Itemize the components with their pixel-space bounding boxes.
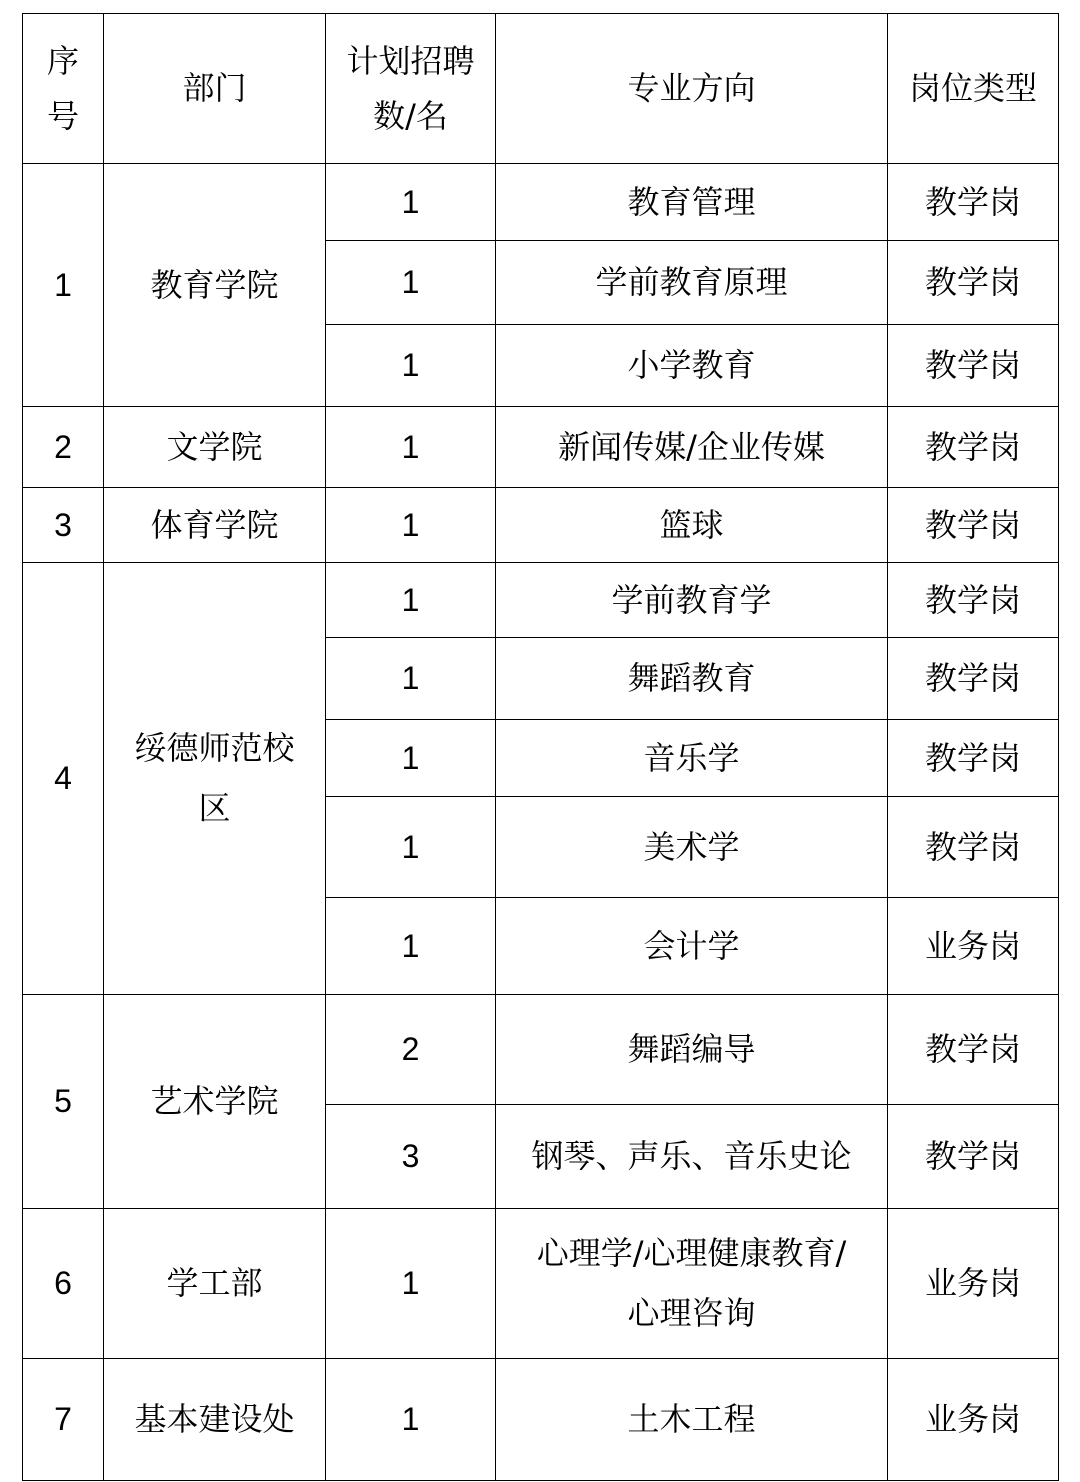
count-cell: 1 <box>326 720 496 797</box>
count-cell: 1 <box>326 325 496 407</box>
seq-cell: 5 <box>23 995 104 1209</box>
count-cell: 1 <box>326 563 496 638</box>
major-cell-text: 心理学/心理健康教育/心理咨询 <box>536 1234 847 1332</box>
type-cell: 业务岗 <box>888 1359 1059 1481</box>
type-cell: 教学岗 <box>888 720 1059 797</box>
type-cell: 教学岗 <box>888 638 1059 720</box>
header-row <box>23 14 1059 164</box>
type-cell: 教学岗 <box>888 797 1059 898</box>
table-row <box>23 1359 1059 1481</box>
table-row <box>23 488 1059 563</box>
recruitment-table <box>22 13 1059 1481</box>
header-major: 专业方向 <box>496 14 888 164</box>
major-cell: 新闻传媒/企业传媒 <box>496 407 888 488</box>
major-cell <box>496 1209 888 1359</box>
major-cell: 教育管理 <box>496 164 888 241</box>
type-cell: 教学岗 <box>888 164 1059 241</box>
major-cell: 会计学 <box>496 898 888 995</box>
table-row <box>23 563 1059 638</box>
major-cell: 舞蹈编导 <box>496 995 888 1105</box>
type-cell: 教学岗 <box>888 995 1059 1105</box>
count-cell: 1 <box>326 407 496 488</box>
dept-cell: 学工部 <box>104 1209 326 1359</box>
major-cell: 钢琴、声乐、音乐史论 <box>496 1105 888 1209</box>
dept-cell: 基本建设处 <box>104 1359 326 1481</box>
type-cell: 教学岗 <box>888 407 1059 488</box>
major-cell: 音乐学 <box>496 720 888 797</box>
major-cell: 学前教育原理 <box>496 241 888 325</box>
table-row <box>23 995 1059 1105</box>
count-cell: 1 <box>326 1359 496 1481</box>
count-cell: 1 <box>326 488 496 563</box>
count-cell: 3 <box>326 1105 496 1209</box>
type-cell: 教学岗 <box>888 1105 1059 1209</box>
major-cell: 小学教育 <box>496 325 888 407</box>
count-cell: 1 <box>326 638 496 720</box>
header-seq: 序号 <box>23 14 104 164</box>
seq-cell: 1 <box>23 164 104 407</box>
dept-cell: 文学院 <box>104 407 326 488</box>
header-count: 计划招聘数/名 <box>326 14 496 164</box>
major-cell: 舞蹈教育 <box>496 638 888 720</box>
major-cell: 篮球 <box>496 488 888 563</box>
table-row <box>23 407 1059 488</box>
count-cell: 1 <box>326 241 496 325</box>
type-cell: 教学岗 <box>888 488 1059 563</box>
major-cell: 美术学 <box>496 797 888 898</box>
dept-cell: 教育学院 <box>104 164 326 407</box>
header-dept: 部门 <box>104 14 326 164</box>
major-cell: 土木工程 <box>496 1359 888 1481</box>
seq-cell: 4 <box>23 563 104 995</box>
seq-cell: 3 <box>23 488 104 563</box>
dept-cell: 艺术学院 <box>104 995 326 1209</box>
type-cell: 业务岗 <box>888 898 1059 995</box>
dept-cell: 体育学院 <box>104 488 326 563</box>
count-cell: 1 <box>326 797 496 898</box>
header-type: 岗位类型 <box>888 14 1059 164</box>
count-cell: 1 <box>326 164 496 241</box>
type-cell: 教学岗 <box>888 241 1059 325</box>
type-cell: 教学岗 <box>888 325 1059 407</box>
count-cell: 2 <box>326 995 496 1105</box>
count-cell: 1 <box>326 1209 496 1359</box>
seq-cell: 7 <box>23 1359 104 1481</box>
type-cell: 教学岗 <box>888 563 1059 638</box>
dept-cell <box>104 563 326 995</box>
type-cell: 业务岗 <box>888 1209 1059 1359</box>
count-cell: 1 <box>326 898 496 995</box>
seq-cell: 2 <box>23 407 104 488</box>
table-row <box>23 164 1059 241</box>
table-row <box>23 1209 1059 1359</box>
major-cell: 学前教育学 <box>496 563 888 638</box>
dept-cell-text: 绥德师范校区 <box>134 729 295 827</box>
seq-cell: 6 <box>23 1209 104 1359</box>
